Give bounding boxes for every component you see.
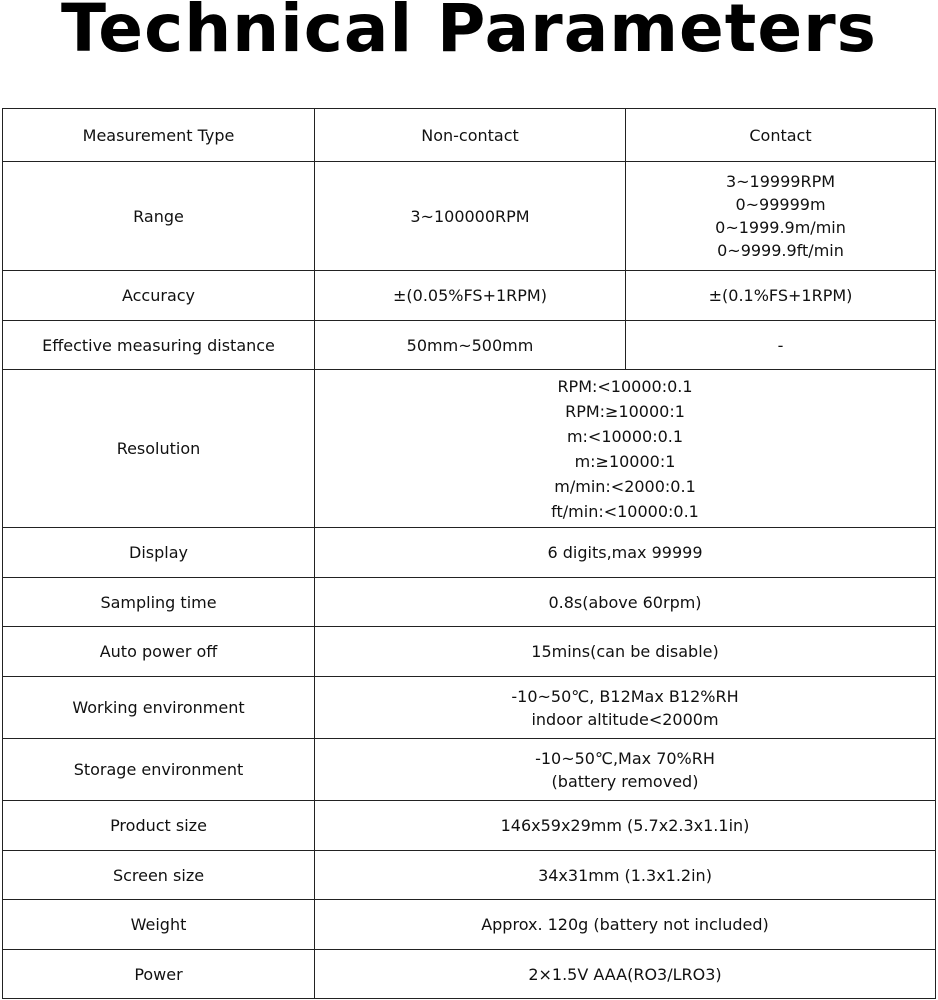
- weight-value: Approx. 120g (battery not included): [315, 900, 936, 950]
- accuracy-contact-value: ±(0.1%FS+1RPM): [626, 271, 936, 321]
- resolution-line: ft/min:<10000:0.1: [551, 501, 699, 521]
- product-size-value: 146x59x29mm (5.7x2.3x1.1in): [315, 801, 936, 851]
- auto-power-off-value: 15mins(can be disable): [315, 627, 936, 677]
- row-label-range: Range: [3, 162, 315, 271]
- table-row: [3, 627, 936, 677]
- row-label-screen-size: Screen size: [3, 851, 315, 900]
- screen-size-value: 34x31mm (1.3x1.2in): [315, 851, 936, 900]
- range-contact-line: 0~1999.9m/min: [715, 218, 846, 237]
- table-row: [3, 801, 936, 851]
- storage-environment-line: -10~50℃,Max 70%RH: [535, 748, 715, 768]
- resolution-line: m:≥10000:1: [574, 451, 676, 471]
- working-environment-line: indoor altitude<2000m: [531, 709, 719, 729]
- range-contact-value: [626, 162, 936, 271]
- table-row: [3, 851, 936, 900]
- row-label-weight: Weight: [3, 900, 315, 950]
- range-contact-line: 0~9999.9ft/min: [717, 241, 844, 260]
- header-contact: Contact: [626, 109, 936, 162]
- header-measurement-type: Measurement Type: [3, 109, 315, 162]
- header-non-contact: Non-contact: [315, 109, 626, 162]
- resolution-value: [315, 370, 936, 528]
- page-title: Technical Parameters: [61, 0, 877, 67]
- table-row: [3, 900, 936, 950]
- range-contact-line: 0~99999m: [735, 195, 826, 214]
- row-label-working-environment: Working environment: [3, 677, 315, 739]
- row-label-resolution: Resolution: [3, 370, 315, 528]
- storage-environment-value: [315, 739, 936, 801]
- table-row: [3, 739, 936, 801]
- range-non-contact-value: 3~100000RPM: [315, 162, 626, 271]
- row-label-auto-power-off: Auto power off: [3, 627, 315, 677]
- table-header-row: [3, 109, 936, 162]
- table-row: [3, 528, 936, 578]
- table-row: [3, 162, 936, 271]
- working-environment-value: [315, 677, 936, 739]
- sampling-time-value: 0.8s(above 60rpm): [315, 578, 936, 627]
- power-value: 2×1.5V AAA(RO3/LRO3): [315, 950, 936, 999]
- resolution-line: m:<10000:0.1: [566, 426, 684, 446]
- table-row: [3, 321, 936, 370]
- storage-environment-line: (battery removed): [551, 771, 699, 791]
- table-row: [3, 677, 936, 739]
- table-row: [3, 950, 936, 999]
- table-row: [3, 578, 936, 627]
- row-label-sampling-time: Sampling time: [3, 578, 315, 627]
- parameters-table: [2, 108, 936, 999]
- table-row: [3, 271, 936, 321]
- row-label-storage-environment: Storage environment: [3, 739, 315, 801]
- working-environment-line: -10~50℃, B12Max B12%RH: [511, 686, 739, 706]
- range-contact-line: 3~19999RPM: [725, 172, 836, 191]
- row-label-distance: Effective measuring distance: [3, 321, 315, 370]
- row-label-power: Power: [3, 950, 315, 999]
- distance-non-contact-value: 50mm~500mm: [315, 321, 626, 370]
- resolution-line: m/min:<2000:0.1: [554, 476, 696, 496]
- distance-contact-value: -: [626, 321, 936, 370]
- resolution-line: RPM:<10000:0.1: [557, 376, 693, 396]
- row-label-product-size: Product size: [3, 801, 315, 851]
- table-row: [3, 370, 936, 528]
- row-label-display: Display: [3, 528, 315, 578]
- accuracy-non-contact-value: ±(0.05%FS+1RPM): [315, 271, 626, 321]
- resolution-line: RPM:≥10000:1: [565, 401, 685, 421]
- row-label-accuracy: Accuracy: [3, 271, 315, 321]
- display-value: 6 digits,max 99999: [315, 528, 936, 578]
